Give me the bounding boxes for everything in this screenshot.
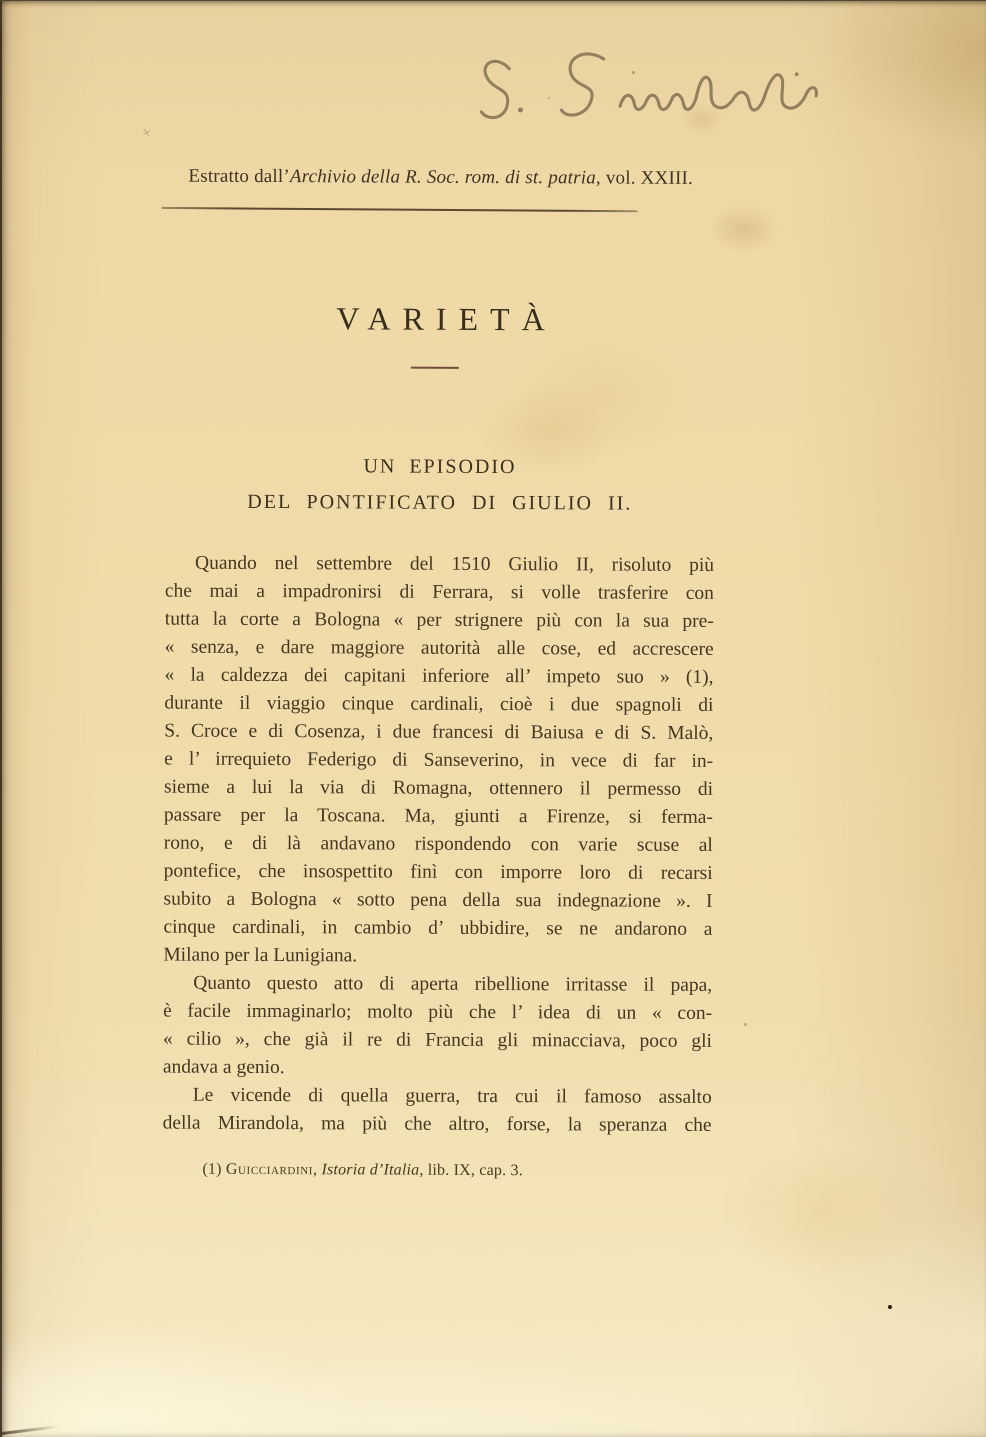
- text-line: tutta la corte a Bologna « per strignere più con la sua pre-: [164, 608, 714, 632]
- text-line: Milano per la Lunigiana.: [163, 944, 358, 967]
- text-line: e l’ irrequieto Federigo di Sanseverino, in vece di far in-: [164, 748, 714, 772]
- paragraph-3: [163, 1082, 712, 1140]
- text-line: Le vicende di quella guerra, tra cui il famoso assalto: [192, 1084, 712, 1108]
- paragraph-1: [163, 550, 714, 972]
- text-line: della Mirandola, ma più che altro, forse, la speranza che: [162, 1112, 712, 1136]
- text-line: Quando nel settembre del 1510 Giulio II, risoluto più: [195, 552, 715, 576]
- text-line: andava a genio.: [162, 1056, 285, 1079]
- text-line: pontefice, che insospettito finì con imporre loro di recarsi: [163, 860, 713, 884]
- footnote: [162, 1161, 711, 1181]
- text-line: « cilio », che già il re di Francia gli minacciava, poco gli: [162, 1028, 713, 1052]
- text-line: subito a Bologna « sotto pena della sua indegnazione ». I: [163, 888, 713, 912]
- header-citation-roman: Estratto dall’: [188, 165, 290, 188]
- page-title: VARIETÀ: [336, 300, 557, 338]
- article-title-line2: DEL PONTIFICATO DI GIULIO II.: [247, 490, 633, 515]
- text-line: « senza, e dare maggiore autorità alle cose, ed accrescere: [164, 636, 714, 660]
- header-citation-italic: Archivio della R. Soc. rom. di st. patria,: [289, 166, 601, 189]
- title-rule: [411, 367, 459, 369]
- header-rule: [162, 207, 638, 212]
- body-text: [163, 550, 715, 1140]
- ink-speck: [632, 71, 635, 74]
- footnote-author: Guicciardini: [225, 1160, 314, 1179]
- header-citation: [162, 166, 720, 190]
- text-line: S. Croce e di Cosenza, i due francesi di Baiusa e di S. Malò,: [164, 720, 714, 744]
- ink-speck: [548, 97, 550, 99]
- text-line: Quanto questo atto di aperta ribellione irritasse il papa,: [193, 972, 713, 996]
- text-line: che mai a impadronirsi di Ferrara, si volle trasferire con: [164, 580, 714, 604]
- footnote-separator: ,: [313, 1161, 322, 1179]
- handwritten-signature: [466, 45, 856, 147]
- footnote-marker: (1): [202, 1160, 226, 1178]
- article-title-line1: UN EPISODIO: [363, 455, 517, 479]
- text-line: rono, e di là andavano rispondendo con varie scuse al: [163, 832, 713, 856]
- paragraph-2: [163, 970, 712, 1084]
- footnote-reference: , lib. IX, cap. 3.: [419, 1161, 523, 1180]
- ink-speck: [744, 1023, 747, 1026]
- header-citation-volume: vol. XXIII.: [600, 167, 694, 189]
- pencil-mark: ×: [140, 124, 153, 143]
- text-line: passare per la Toscana. Ma, giunti a Firenze, si ferma-: [163, 804, 713, 828]
- text-line: « la caldezza dei capitani inferiore all’ impeto suo » (1),: [164, 664, 714, 688]
- ink-speck: [888, 1305, 892, 1309]
- text-line: sieme a lui la via di Romagna, ottennero il permesso di: [164, 776, 714, 800]
- footnote-work-title: Istoria d’Italia: [321, 1161, 420, 1179]
- text-line: cinque cardinali, in cambio d’ ubbidire, se ne andarono a: [163, 916, 713, 940]
- text-line: è facile immaginarlo; molto più che l’ idea di un « con-: [163, 1000, 713, 1024]
- text-line: durante il viaggio cinque cardinali, cioè i due spagnoli di: [164, 692, 714, 716]
